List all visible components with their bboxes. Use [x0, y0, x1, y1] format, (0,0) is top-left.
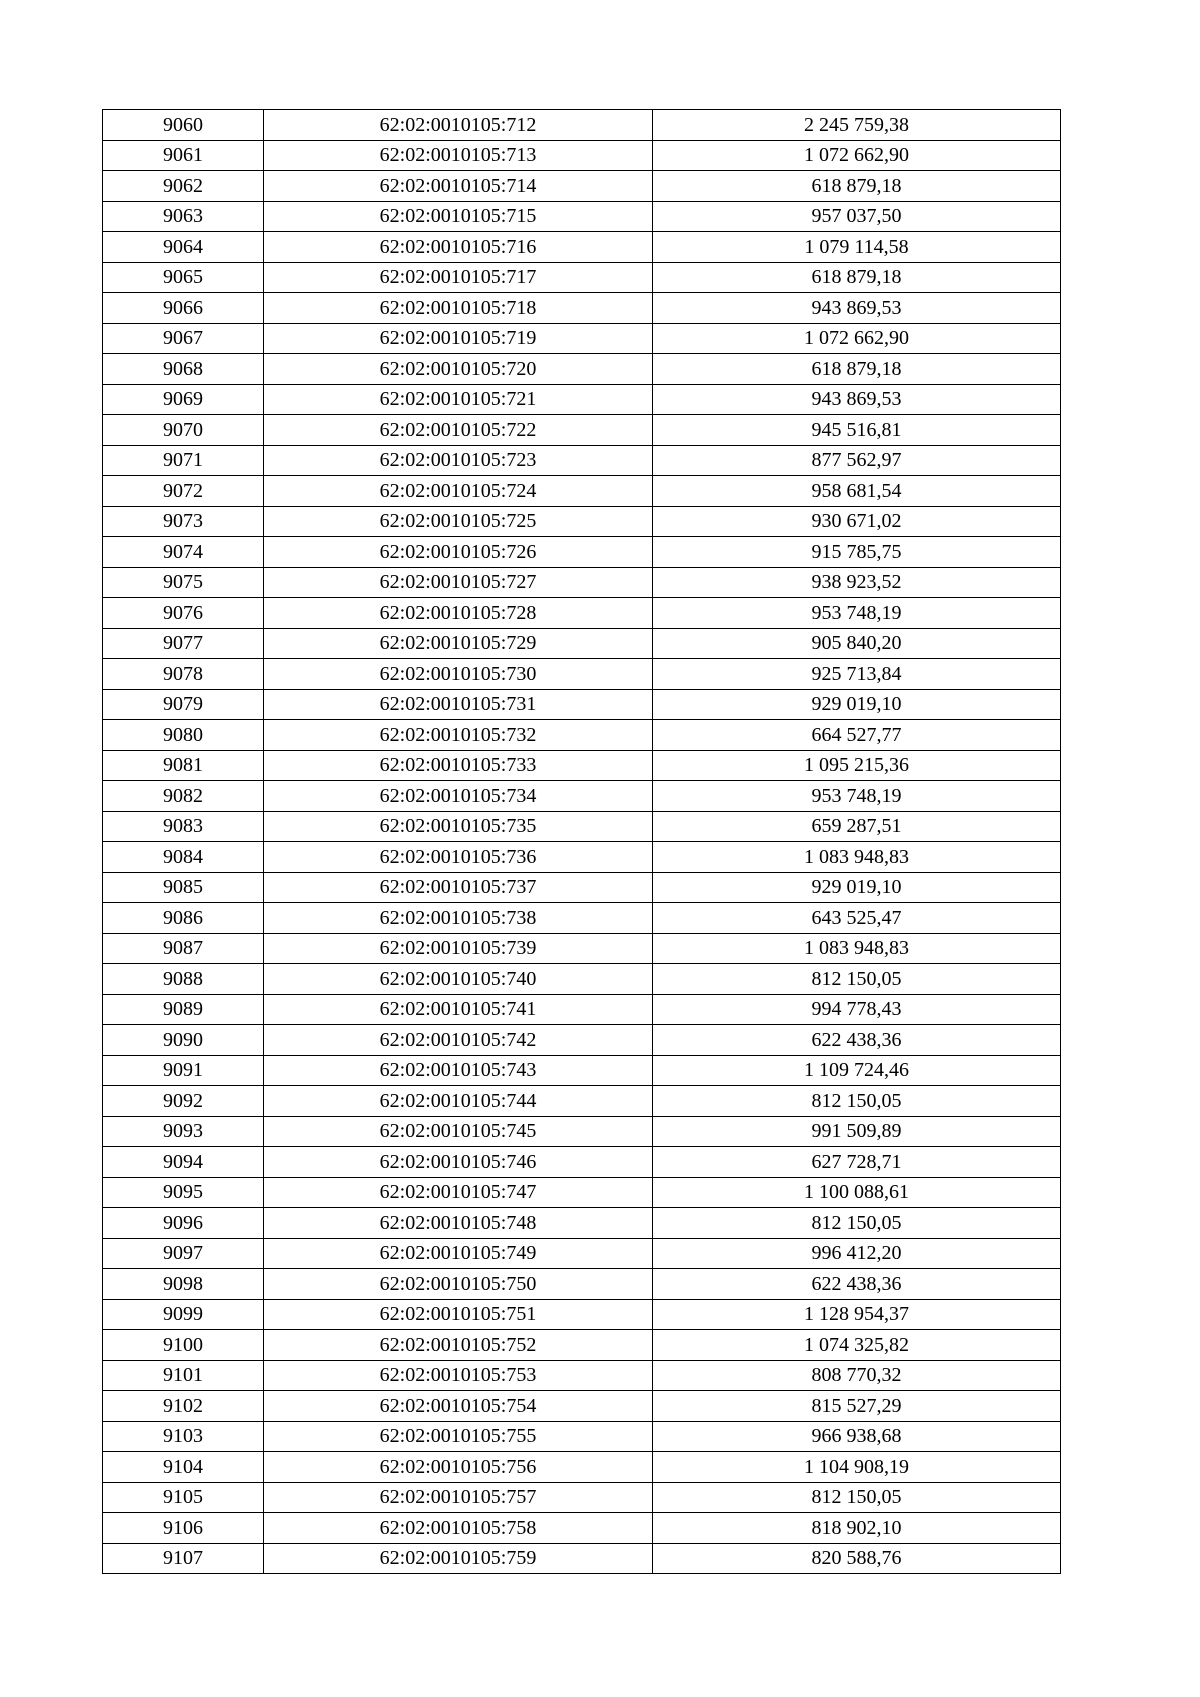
table-row: [103, 933, 1061, 964]
cadastral-number-cell: 62:02:0010105:726: [264, 537, 653, 568]
value-cell: 925 713,84: [653, 659, 1061, 690]
cadastral-number-cell: 62:02:0010105:742: [264, 1025, 653, 1056]
cadastral-number-cell: 62:02:0010105:717: [264, 262, 653, 293]
row-number-cell: 9094: [103, 1147, 264, 1178]
table-row: [103, 1208, 1061, 1239]
value-cell: 812 150,05: [653, 1482, 1061, 1513]
table-row: [103, 628, 1061, 659]
table-row: [103, 354, 1061, 385]
cadastral-number-cell: 62:02:0010105:715: [264, 201, 653, 232]
value-cell: 820 588,76: [653, 1543, 1061, 1574]
value-cell: 943 869,53: [653, 293, 1061, 324]
cadastral-number-cell: 62:02:0010105:730: [264, 659, 653, 690]
table-row: [103, 1299, 1061, 1330]
row-number-cell: 9104: [103, 1452, 264, 1483]
cadastral-number-cell: 62:02:0010105:728: [264, 598, 653, 629]
table-row: [103, 659, 1061, 690]
value-cell: 643 525,47: [653, 903, 1061, 934]
row-number-cell: 9063: [103, 201, 264, 232]
table-row: [103, 689, 1061, 720]
table-row: [103, 232, 1061, 263]
row-number-cell: 9072: [103, 476, 264, 507]
cadastral-number-cell: 62:02:0010105:733: [264, 750, 653, 781]
row-number-cell: 9100: [103, 1330, 264, 1361]
table-row: [103, 537, 1061, 568]
cadastral-number-cell: 62:02:0010105:751: [264, 1299, 653, 1330]
table-row: [103, 384, 1061, 415]
cadastral-number-cell: 62:02:0010105:740: [264, 964, 653, 995]
cadastral-number-cell: 62:02:0010105:741: [264, 994, 653, 1025]
row-number-cell: 9085: [103, 872, 264, 903]
value-cell: 929 019,10: [653, 872, 1061, 903]
table-row: [103, 1116, 1061, 1147]
cadastral-number-cell: 62:02:0010105:746: [264, 1147, 653, 1178]
row-number-cell: 9065: [103, 262, 264, 293]
table-row: [103, 1360, 1061, 1391]
row-number-cell: 9068: [103, 354, 264, 385]
value-cell: 812 150,05: [653, 1086, 1061, 1117]
cadastral-number-cell: 62:02:0010105:716: [264, 232, 653, 263]
cadastral-number-cell: 62:02:0010105:718: [264, 293, 653, 324]
value-cell: 905 840,20: [653, 628, 1061, 659]
value-cell: 622 438,36: [653, 1269, 1061, 1300]
cadastral-number-cell: 62:02:0010105:735: [264, 811, 653, 842]
cadastral-number-cell: 62:02:0010105:750: [264, 1269, 653, 1300]
cadastral-number-cell: 62:02:0010105:752: [264, 1330, 653, 1361]
table-row: [103, 1391, 1061, 1422]
cadastral-number-cell: 62:02:0010105:754: [264, 1391, 653, 1422]
table-row: [103, 1238, 1061, 1269]
row-number-cell: 9102: [103, 1391, 264, 1422]
value-cell: 1 074 325,82: [653, 1330, 1061, 1361]
row-number-cell: 9105: [103, 1482, 264, 1513]
row-number-cell: 9083: [103, 811, 264, 842]
row-number-cell: 9089: [103, 994, 264, 1025]
row-number-cell: 9067: [103, 323, 264, 354]
table-row: [103, 201, 1061, 232]
table-row: [103, 720, 1061, 751]
row-number-cell: 9066: [103, 293, 264, 324]
value-cell: 1 128 954,37: [653, 1299, 1061, 1330]
row-number-cell: 9060: [103, 110, 264, 141]
table-row: [103, 1452, 1061, 1483]
row-number-cell: 9091: [103, 1055, 264, 1086]
value-cell: 877 562,97: [653, 445, 1061, 476]
row-number-cell: 9101: [103, 1360, 264, 1391]
value-cell: 812 150,05: [653, 964, 1061, 995]
value-cell: 1 072 662,90: [653, 323, 1061, 354]
value-cell: 622 438,36: [653, 1025, 1061, 1056]
row-number-cell: 9092: [103, 1086, 264, 1117]
value-cell: 659 287,51: [653, 811, 1061, 842]
cadastral-number-cell: 62:02:0010105:736: [264, 842, 653, 873]
cadastral-number-cell: 62:02:0010105:725: [264, 506, 653, 537]
row-number-cell: 9107: [103, 1543, 264, 1574]
table-row: [103, 750, 1061, 781]
value-cell: 966 938,68: [653, 1421, 1061, 1452]
value-cell: 664 527,77: [653, 720, 1061, 751]
row-number-cell: 9084: [103, 842, 264, 873]
row-number-cell: 9090: [103, 1025, 264, 1056]
table-row: [103, 415, 1061, 446]
cadastral-number-cell: 62:02:0010105:748: [264, 1208, 653, 1239]
table-row: [103, 1177, 1061, 1208]
table-row: [103, 872, 1061, 903]
table-row: [103, 781, 1061, 812]
row-number-cell: 9062: [103, 171, 264, 202]
table-row: [103, 140, 1061, 171]
value-cell: 1 072 662,90: [653, 140, 1061, 171]
value-cell: 2 245 759,38: [653, 110, 1061, 141]
cadastral-number-cell: 62:02:0010105:739: [264, 933, 653, 964]
table-row: [103, 598, 1061, 629]
value-cell: 943 869,53: [653, 384, 1061, 415]
table-row: [103, 1025, 1061, 1056]
row-number-cell: 9070: [103, 415, 264, 446]
table-row: [103, 506, 1061, 537]
value-cell: 930 671,02: [653, 506, 1061, 537]
value-cell: 996 412,20: [653, 1238, 1061, 1269]
cadastral-number-cell: 62:02:0010105:724: [264, 476, 653, 507]
row-number-cell: 9079: [103, 689, 264, 720]
value-cell: 938 923,52: [653, 567, 1061, 598]
table-row: [103, 1513, 1061, 1544]
value-cell: 1 109 724,46: [653, 1055, 1061, 1086]
value-cell: 953 748,19: [653, 781, 1061, 812]
value-cell: 945 516,81: [653, 415, 1061, 446]
table-row: [103, 110, 1061, 141]
row-number-cell: 9097: [103, 1238, 264, 1269]
table-row: [103, 994, 1061, 1025]
table-row: [103, 1147, 1061, 1178]
row-number-cell: 9075: [103, 567, 264, 598]
value-cell: 815 527,29: [653, 1391, 1061, 1422]
value-cell: 1 100 088,61: [653, 1177, 1061, 1208]
cadastral-number-cell: 62:02:0010105:722: [264, 415, 653, 446]
row-number-cell: 9069: [103, 384, 264, 415]
cadastral-number-cell: 62:02:0010105:755: [264, 1421, 653, 1452]
table-row: [103, 323, 1061, 354]
cadastral-number-cell: 62:02:0010105:738: [264, 903, 653, 934]
cadastral-number-cell: 62:02:0010105:743: [264, 1055, 653, 1086]
cadastral-number-cell: 62:02:0010105:729: [264, 628, 653, 659]
table-row: [103, 1543, 1061, 1574]
value-cell: 994 778,43: [653, 994, 1061, 1025]
value-cell: 957 037,50: [653, 201, 1061, 232]
table-row: [103, 1055, 1061, 1086]
value-cell: 991 509,89: [653, 1116, 1061, 1147]
table-row: [103, 964, 1061, 995]
row-number-cell: 9099: [103, 1299, 264, 1330]
cadastral-number-cell: 62:02:0010105:723: [264, 445, 653, 476]
cadastral-number-cell: 62:02:0010105:713: [264, 140, 653, 171]
row-number-cell: 9082: [103, 781, 264, 812]
row-number-cell: 9106: [103, 1513, 264, 1544]
table-row: [103, 1482, 1061, 1513]
value-cell: 915 785,75: [653, 537, 1061, 568]
value-cell: 627 728,71: [653, 1147, 1061, 1178]
row-number-cell: 9081: [103, 750, 264, 781]
table-row: [103, 1330, 1061, 1361]
row-number-cell: 9064: [103, 232, 264, 263]
cadastral-number-cell: 62:02:0010105:757: [264, 1482, 653, 1513]
cadastral-number-cell: 62:02:0010105:721: [264, 384, 653, 415]
value-cell: 1 083 948,83: [653, 842, 1061, 873]
table-row: [103, 293, 1061, 324]
cadastral-number-cell: 62:02:0010105:714: [264, 171, 653, 202]
row-number-cell: 9078: [103, 659, 264, 690]
cadastral-number-cell: 62:02:0010105:737: [264, 872, 653, 903]
table-row: [103, 476, 1061, 507]
value-cell: 808 770,32: [653, 1360, 1061, 1391]
row-number-cell: 9080: [103, 720, 264, 751]
table-row: [103, 811, 1061, 842]
value-cell: 929 019,10: [653, 689, 1061, 720]
cadastral-number-cell: 62:02:0010105:734: [264, 781, 653, 812]
table-row: [103, 842, 1061, 873]
cadastral-number-cell: 62:02:0010105:756: [264, 1452, 653, 1483]
cadastral-number-cell: 62:02:0010105:747: [264, 1177, 653, 1208]
value-cell: 618 879,18: [653, 171, 1061, 202]
cadastral-number-cell: 62:02:0010105:719: [264, 323, 653, 354]
row-number-cell: 9074: [103, 537, 264, 568]
value-cell: 958 681,54: [653, 476, 1061, 507]
cadastral-number-cell: 62:02:0010105:745: [264, 1116, 653, 1147]
row-number-cell: 9098: [103, 1269, 264, 1300]
value-cell: 818 902,10: [653, 1513, 1061, 1544]
value-cell: 812 150,05: [653, 1208, 1061, 1239]
table-row: [103, 171, 1061, 202]
cadastral-number-cell: 62:02:0010105:732: [264, 720, 653, 751]
cadastral-number-cell: 62:02:0010105:758: [264, 1513, 653, 1544]
table-body: [103, 110, 1061, 1574]
table-row: [103, 262, 1061, 293]
value-cell: 1 104 908,19: [653, 1452, 1061, 1483]
row-number-cell: 9088: [103, 964, 264, 995]
cadastral-number-cell: 62:02:0010105:744: [264, 1086, 653, 1117]
row-number-cell: 9095: [103, 1177, 264, 1208]
cadastral-number-cell: 62:02:0010105:720: [264, 354, 653, 385]
row-number-cell: 9073: [103, 506, 264, 537]
table-row: [103, 903, 1061, 934]
cadastral-number-cell: 62:02:0010105:727: [264, 567, 653, 598]
value-cell: 618 879,18: [653, 262, 1061, 293]
row-number-cell: 9077: [103, 628, 264, 659]
value-cell: 1 083 948,83: [653, 933, 1061, 964]
row-number-cell: 9087: [103, 933, 264, 964]
row-number-cell: 9061: [103, 140, 264, 171]
cadastral-number-cell: 62:02:0010105:712: [264, 110, 653, 141]
row-number-cell: 9096: [103, 1208, 264, 1239]
row-number-cell: 9103: [103, 1421, 264, 1452]
value-cell: 1 079 114,58: [653, 232, 1061, 263]
value-cell: 618 879,18: [653, 354, 1061, 385]
row-number-cell: 9086: [103, 903, 264, 934]
row-number-cell: 9076: [103, 598, 264, 629]
row-number-cell: 9071: [103, 445, 264, 476]
table-row: [103, 445, 1061, 476]
table-row: [103, 1086, 1061, 1117]
data-table: [102, 109, 1061, 1574]
table-row: [103, 567, 1061, 598]
cadastral-number-cell: 62:02:0010105:731: [264, 689, 653, 720]
value-cell: 953 748,19: [653, 598, 1061, 629]
table-row: [103, 1421, 1061, 1452]
row-number-cell: 9093: [103, 1116, 264, 1147]
cadastral-number-cell: 62:02:0010105:749: [264, 1238, 653, 1269]
cadastral-number-cell: 62:02:0010105:759: [264, 1543, 653, 1574]
value-cell: 1 095 215,36: [653, 750, 1061, 781]
table-row: [103, 1269, 1061, 1300]
cadastral-number-cell: 62:02:0010105:753: [264, 1360, 653, 1391]
